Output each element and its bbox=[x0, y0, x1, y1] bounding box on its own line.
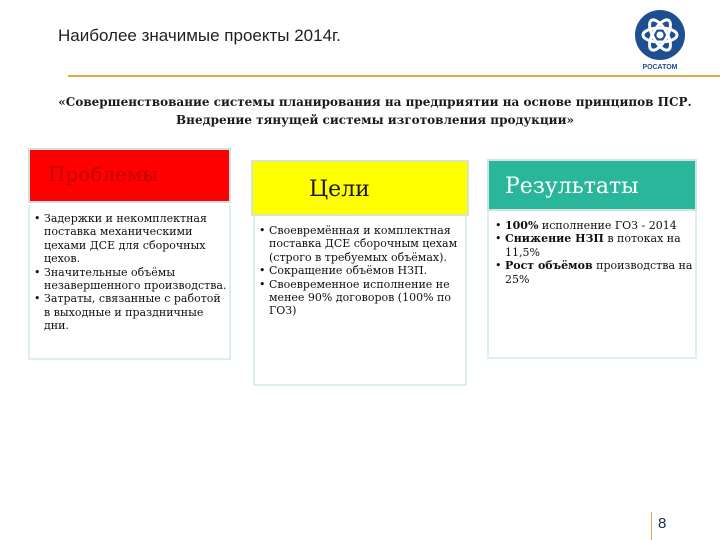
atom-icon bbox=[632, 8, 688, 64]
problems-list bbox=[33, 212, 229, 333]
result-highlight: Рост объёмов bbox=[505, 259, 593, 273]
result-text: в потоках на 11,5% bbox=[505, 232, 681, 259]
result-text: производства на 25% bbox=[505, 259, 693, 286]
rosatom-logo bbox=[632, 8, 688, 78]
results-panel bbox=[487, 211, 697, 359]
subtitle-line-1: «Совершенствование системы планирования на предприятии на основе принципов ПСР. bbox=[58, 95, 692, 109]
results-header bbox=[487, 159, 697, 211]
header-divider bbox=[68, 75, 720, 77]
list-item: • Затраты, связанные с работой в выходные и праздничные дни. bbox=[33, 292, 229, 332]
list-item bbox=[494, 232, 694, 259]
slide-title: Наиболее значимые проекты 2014г. bbox=[58, 26, 341, 45]
result-highlight: 100% bbox=[505, 219, 539, 232]
goals-title: Цели bbox=[309, 177, 370, 202]
list-item: • Своевременное исполнение не менее 90% договоров (100% по ГОЗ) bbox=[258, 278, 464, 318]
list-item: • Значительные объёмы незавершенного производства. bbox=[33, 266, 229, 293]
list-item: • Сокращение объёмов НЗП. bbox=[258, 264, 464, 277]
goals-list bbox=[258, 224, 464, 318]
project-subtitle bbox=[40, 93, 710, 129]
results-list bbox=[494, 219, 694, 286]
subtitle-line-2: Внедрение тянущей системы изготовления продукции» bbox=[176, 113, 574, 127]
problems-title: Проблемы bbox=[48, 162, 159, 186]
list-item: • Своевремённая и комплектная поставка ДСЕ сборочным цехам (строго в требуемых объёмах). bbox=[258, 224, 464, 264]
list-item bbox=[494, 219, 694, 232]
problems-header bbox=[28, 148, 231, 203]
page-number-divider bbox=[651, 512, 652, 540]
result-highlight: Снижение НЗП bbox=[505, 232, 604, 246]
goals-panel bbox=[253, 216, 467, 386]
list-item bbox=[494, 259, 694, 286]
page-number: 8 bbox=[658, 515, 667, 532]
problems-panel bbox=[28, 205, 231, 360]
list-item: • Задержки и некомплектная поставка механическими цехами ДСЕ для сборочных цехов. bbox=[33, 212, 229, 266]
logo-wordmark: РОСАТОМ bbox=[642, 64, 678, 71]
results-title: Результаты bbox=[505, 174, 639, 199]
result-text: исполнение ГОЗ - 2014 bbox=[538, 219, 677, 232]
goals-header bbox=[251, 160, 469, 216]
